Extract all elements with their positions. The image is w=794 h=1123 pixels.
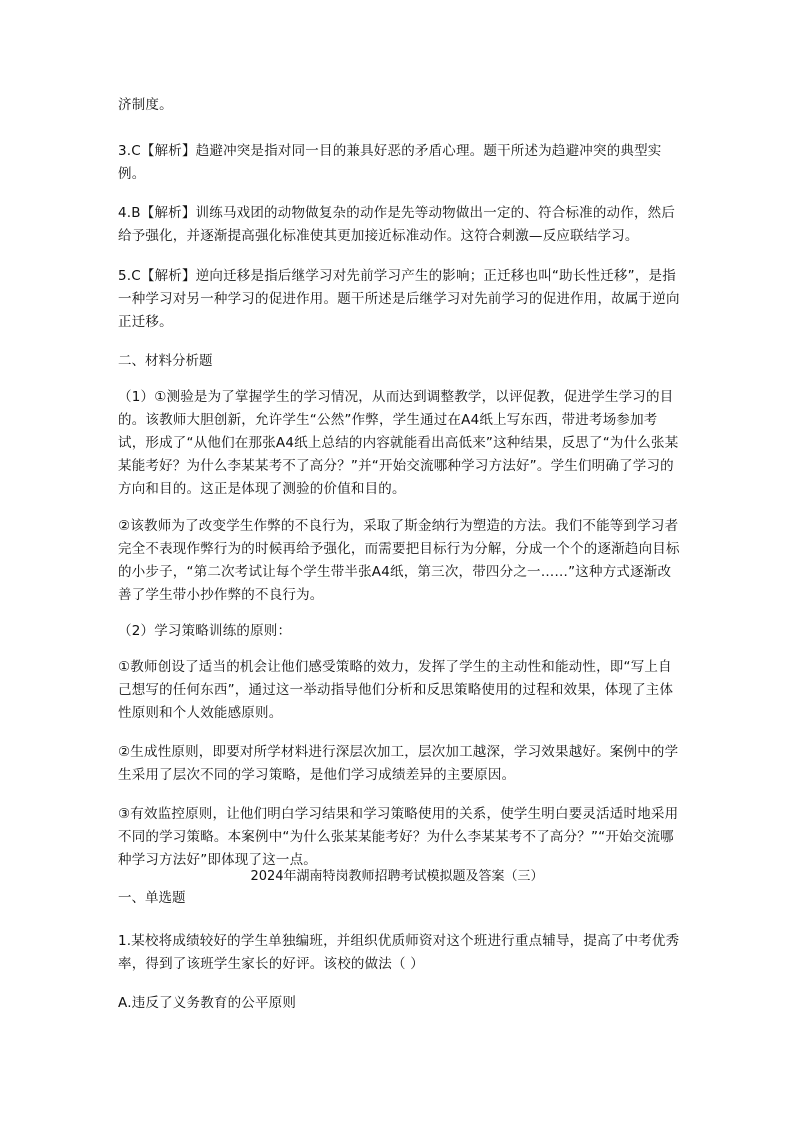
analysis-paragraph-3: ①教师创设了适当的机会让他们感受策略的效力，发挥了学生的主动性和能动性，即“写上自己想写的任何东西”，通过这一举动指导他们分析和反思策略使用的过程和效果，体现了主体性原则和个人效能感原则。: [118, 659, 674, 721]
analysis-paragraph-5: ③有效监控原则，让他们明白学习结果和学习策略使用的关系，使学生明白要灵活适时地采用不同的学习策略。本案例中“为什么张某某能考好？为什么李某某考不了高分？”“开始交流哪种学习方法好”即体现了这一点。: [118, 806, 679, 868]
answer-4: 4.B【解析】训练马戏团的动物做复杂的动作是先等动物做出一定的、符合标准的动作，然后给予强化，并逐渐提高强化标准使其更加接近标准动作。这符合刺激—反应联结学习。: [118, 205, 676, 244]
paragraph-continuation: 济制度。: [118, 97, 173, 113]
option-a: A.违反了义务教育的公平原则: [118, 995, 297, 1011]
section-heading-single-choice: 一、单选题: [118, 890, 186, 906]
analysis-paragraph-2: ②该教师为了改变学生作弊的不良行为，采取了斯金纳行为塑造的方法。我们不能等到学习者完全不表现作弊行为的时候再给予强化，而需要把目标行为分解，分成一个个的逐渐趋向目标的小步子，“第二次考试让每个学生带半张A4纸，第三次，带四分之一……”这种方式逐渐改善了学生带小抄作弊的不良行为。: [118, 518, 680, 603]
exam-title: 2024年湖南特岗教师招聘考试模拟题及答案（三）: [250, 869, 544, 884]
answer-3: 3.C【解析】趋避冲突是指对同一目的兼具好恶的矛盾心理。题干所述为趋避冲突的典型实例。: [118, 143, 662, 182]
answer-5: 5.C【解析】逆向迁移是指后继学习对先前学习产生的影响；正迁移也叫“助长性迁移”，是指一种学习对另一种学习的促进作用。题干所述是后继学习对先前学习的促进作用，故属于逆向正迁移。: [118, 268, 680, 330]
analysis-paragraph-4: ②生成性原则，即要对所学材料进行深层次加工，层次加工越深，学习效果越好。案例中的学生采用了层次不同的学习策略，是他们学习成绩差异的主要原因。: [118, 744, 679, 783]
question-1: 1.某校将成绩较好的学生单独编班，并组织优质师资对这个班进行重点辅导，提高了中考优秀率，得到了该班学生家长的好评。该校的做法（ ）: [118, 933, 680, 972]
analysis-subheading-2: （2）学习策略训练的原则：: [118, 623, 292, 639]
analysis-paragraph-1: （1）①测验是为了掌握学生的学习情况，从而达到调整教学，以评促教，促进学生学习的目的。该教师大胆创新，允许学生“公然”作弊，学生通过在A4纸上写东西，带进考场参加考试，形成了“从他们在那张A4纸上总结的内容就能看出高低来”这种结果，反思了“为什么张某某能考好？为什么李某某考不了高分？”并“开始交流哪种学习方法好”。学生们明确了学习的方向和目的。这正是体现了测验的价值和目的。: [118, 389, 679, 497]
section-heading-material-analysis: 二、材料分析题: [118, 353, 213, 369]
